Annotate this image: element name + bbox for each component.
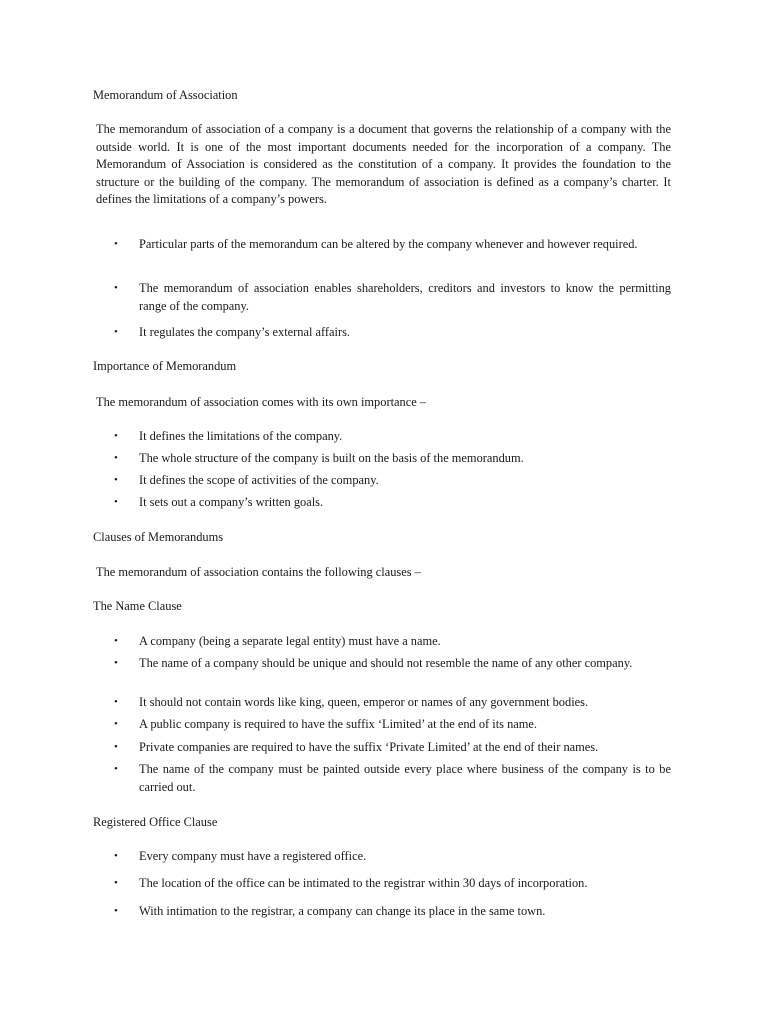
list-item-text: The name of a company should be unique and should not resemble the name of any other company.	[139, 656, 633, 670]
list-item	[114, 875, 671, 893]
list-item-text: It sets out a company’s written goals.	[139, 495, 324, 509]
bullet-icon: •	[114, 635, 118, 647]
list-item-text: Private companies are required to have the suffix ‘Private Limited’ at the end of their names.	[139, 740, 599, 754]
list-item	[114, 280, 671, 315]
list-item	[114, 694, 671, 712]
heading-memorandum-of-association: Memorandum of Association	[93, 88, 238, 102]
list-item	[114, 472, 671, 490]
list-item-text: It defines the limitations of the company.	[139, 429, 343, 443]
list-item	[114, 739, 671, 757]
paragraph-memorandum-definition: The memorandum of association of a company is a document that governs the relationship of a company with the outside world. It is one of the most important documents needed for the incorporation of a company. The Memorandum of Association is considered as the constitution of a company. It provides the foundation to the structure or the building of the company. The memorandum of association is defined as a company’s charter. It defines the limitations of a company’s powers.	[96, 122, 671, 207]
heading-name-clause: The Name Clause	[93, 599, 182, 613]
bullet-icon: •	[114, 763, 118, 775]
bullet-icon: •	[114, 430, 118, 442]
list-item-text: The location of the office can be intimated to the registrar within 30 days of incorporation.	[139, 876, 588, 890]
list-item-text: A public company is required to have the suffix ‘Limited’ at the end of its name.	[139, 717, 537, 731]
importance-intro: The memorandum of association comes with its own importance –	[96, 395, 426, 409]
bullet-icon: •	[114, 474, 118, 486]
list-item-text: The memorandum of association enables shareholders, creditors and investors to know the permitting range of the company.	[139, 281, 671, 313]
list-item	[114, 450, 671, 468]
heading-clauses-of-memorandums: Clauses of Memorandums	[93, 530, 224, 544]
bullet-icon: •	[114, 850, 118, 862]
bullet-icon: •	[114, 282, 118, 294]
list-item-text: A company (being a separate legal entity) must have a name.	[139, 634, 441, 648]
bullet-icon: •	[114, 238, 118, 250]
bullet-icon: •	[114, 326, 118, 338]
list-item-text: With intimation to the registrar, a company can change its place in the same town.	[139, 904, 546, 918]
bullet-icon: •	[114, 877, 118, 889]
list-item	[114, 848, 671, 866]
heading-registered-office-clause: Registered Office Clause	[93, 815, 218, 829]
list-item	[114, 324, 671, 342]
list-item	[114, 716, 671, 734]
list-item	[114, 428, 671, 446]
list-item-text: The whole structure of the company is built on the basis of the memorandum.	[139, 451, 524, 465]
list-item-text: Every company must have a registered office.	[139, 849, 367, 863]
bullet-icon: •	[114, 657, 118, 669]
list-item	[114, 761, 671, 796]
list-item-text: It should not contain words like king, queen, emperor or names of any government bodies.	[139, 695, 589, 709]
heading-importance-of-memorandum: Importance of Memorandum	[93, 359, 237, 373]
list-item	[114, 655, 671, 673]
list-item-text: The name of the company must be painted outside every place where business of the company is to be carried out.	[139, 762, 671, 794]
bullet-icon: •	[114, 496, 118, 508]
bullet-icon: •	[114, 741, 118, 753]
list-item-text: It regulates the company’s external affairs.	[139, 325, 351, 339]
clauses-intro: The memorandum of association contains the following clauses –	[96, 565, 421, 579]
bullet-icon: •	[114, 905, 118, 917]
list-item	[114, 494, 671, 512]
list-item	[114, 633, 671, 651]
bullet-icon: •	[114, 718, 118, 730]
list-item-text: Particular parts of the memorandum can be altered by the company whenever and however required.	[139, 237, 638, 251]
bullet-icon: •	[114, 452, 118, 464]
list-item	[114, 236, 671, 254]
bullet-icon: •	[114, 696, 118, 708]
list-item-text: It defines the scope of activities of the company.	[139, 473, 379, 487]
list-item	[114, 903, 671, 921]
